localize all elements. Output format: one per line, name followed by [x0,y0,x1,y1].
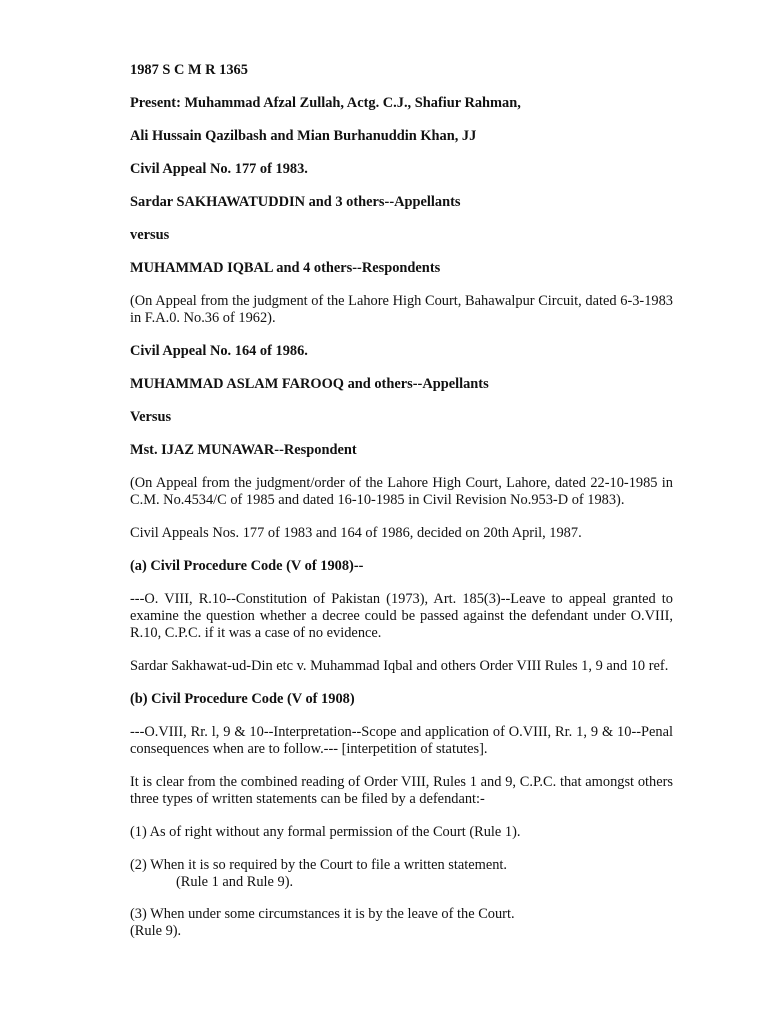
appeal-1-appellants: Sardar SAKHAWATUDDIN and 3 others--Appellants [130,194,461,210]
heading-b: (b) Civil Procedure Code (V of 1908) [130,691,355,707]
citation: 1987 S C M R 1365 [130,62,248,78]
appeal-1-respondents: MUHAMMAD IQBAL and 4 others--Respondents [130,260,441,276]
heading-a: (a) Civil Procedure Code (V of 1908)-- [130,558,364,574]
list-item-3 [130,906,673,940]
reference-a: Sardar Sakhawat-ud-Din etc v. Muhammad Iqbal and others Order VIII Rules 1, 9 and 10 ref. [130,658,669,674]
bench-present-line-2: Ali Hussain Qazilbash and Mian Burhanuddin Khan, JJ [130,128,477,144]
list-item-2 [130,857,673,891]
list-item-2-line-2: (Rule 1 and Rule 9). [176,874,294,890]
list-item-3-line-2: (Rule 9). [130,923,182,939]
appeal-1-number: Civil Appeal No. 177 of 1983. [130,161,308,177]
appeal-2-respondent: Mst. IJAZ MUNAWAR--Respondent [130,442,357,458]
paragraph-a: ---O. VIII, R.10--Constitution of Pakistan (1973), Art. 185(3)--Leave to appeal granted to examine the question whether a decree could be passed against the defendant under O.VIII, R.10, C.P.C. if it was a case of no evidence. [130,591,673,641]
list-item-1: (1) As of right without any formal permission of the Court (Rule 1). [130,824,521,840]
appeal-2-origin: (On Appeal from the judgment/order of the Lahore High Court, Lahore, dated 22-10-1985 in C.M. No.4534/C of 1985 and dated 16-10-1985 in Civil Revision No.953-D of 1983). [130,475,673,508]
paragraph-b1: ---O.VIII, Rr. l, 9 & 10--Interpretation--Scope and application of O.VIII, Rr. 1, 9 & 10--Penal consequences when are to follow.--- [interpetition of statutes]. [130,724,673,757]
document-page [130,62,673,956]
decision-date: Civil Appeals Nos. 177 of 1983 and 164 of 1986, decided on 20th April, 1987. [130,525,582,541]
list-item-3-line-1: (3) When under some circumstances it is by the leave of the Court. [130,906,515,922]
appeal-1-origin: (On Appeal from the judgment of the Lahore High Court, Bahawalpur Circuit, dated 6-3-1983 in F.A.0. No.36 of 1962). [130,293,673,326]
appeal-1-versus: versus [130,227,170,243]
bench-present-line-1: Present: Muhammad Afzal Zullah, Actg. C.J., Shafiur Rahman, [130,95,521,111]
appeal-2-appellants: MUHAMMAD ASLAM FAROOQ and others--Appellants [130,376,489,392]
list-item-2-line-1: (2) When it is so required by the Court to file a written statement. [130,857,507,873]
appeal-2-versus: Versus [130,409,172,425]
paragraph-b2: It is clear from the combined reading of Order VIII, Rules 1 and 9, C.P.C. that amongst others three types of written statements can be filed by a defendant:- [130,774,673,807]
appeal-2-number: Civil Appeal No. 164 of 1986. [130,343,308,359]
